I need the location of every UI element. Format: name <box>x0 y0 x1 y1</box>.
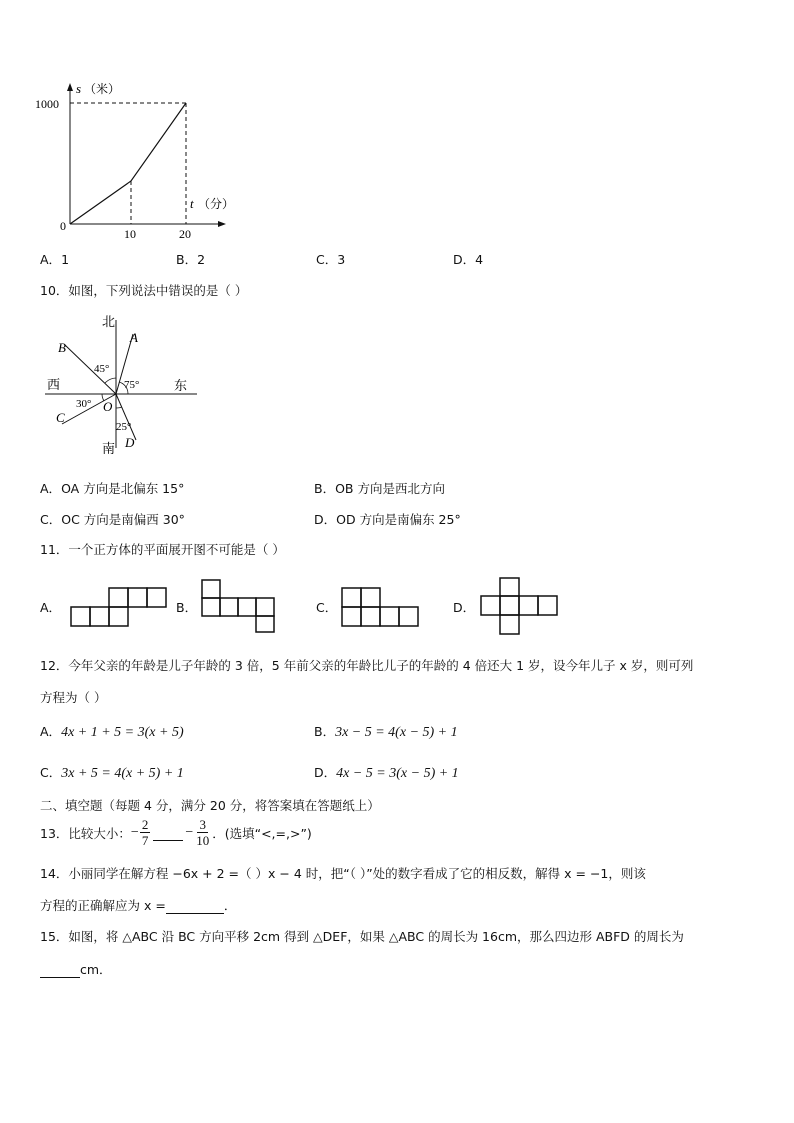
angle-30-label: 30° <box>76 398 92 410</box>
angle-45-label: 45° <box>94 363 110 375</box>
q11-net-b[interactable] <box>200 578 280 634</box>
q15-line1: 15．如图，将 △ABC 沿 BC 方向平移 2cm 得到 △DEF，如果 △ABC 的周长为 16cm，那么四边形 ABFD 的周长为 <box>40 929 684 944</box>
q10-option-b[interactable]: B．OB 方向是西北方向 <box>314 481 445 496</box>
q13-prefix: 13．比较大小： <box>40 825 131 841</box>
q13-suffix: ．(选填“<,=,>”) <box>212 825 312 841</box>
q14-line1: 14．小丽同学在解方程 −6x + 2 =（ ）x − 4 时，把“（ ）”处的数字看成了它的相反数，解得 x = −1，则该 <box>40 866 646 881</box>
q12-option-c[interactable]: C．3x + 5 = 4(x + 5) + 1 <box>40 765 184 781</box>
east-label: 东 <box>174 378 188 393</box>
q15-answer-blank[interactable] <box>40 962 80 978</box>
q12-option-d[interactable]: D．4x − 5 = 3(x − 5) + 1 <box>314 765 459 781</box>
q11-option-d-label[interactable]: D． <box>453 600 476 615</box>
q11-stem: 11．一个正方体的平面展开图不可能是（ ） <box>40 542 285 557</box>
angle-75-label: 75° <box>124 379 140 391</box>
q9-option-d[interactable]: D．4 <box>453 252 484 267</box>
x-axis-unit: （分） <box>198 197 235 211</box>
x-tick-20: 20 <box>179 227 191 241</box>
x-tick-10: 10 <box>124 227 136 241</box>
q9-option-a[interactable]: A．1 <box>40 252 70 267</box>
point-o-label: O <box>103 399 113 414</box>
point-b-label: B <box>58 340 66 355</box>
ray-od <box>116 394 136 440</box>
q11-option-b-label[interactable]: B． <box>176 600 198 615</box>
q11-net-a[interactable] <box>70 586 170 630</box>
angle-25-label: 25° <box>116 421 132 433</box>
q14-answer-blank[interactable] <box>166 898 224 914</box>
q12-option-a[interactable]: A．4x + 1 + 5 = 3(x + 5) <box>40 724 184 740</box>
point-d-label: D <box>125 435 135 450</box>
q13 <box>40 818 312 847</box>
q11-net-d[interactable] <box>478 576 560 636</box>
q9-option-b[interactable]: B．2 <box>176 252 206 267</box>
q13-minus-2: − <box>185 824 194 840</box>
q13-fraction-1: $\frac{2}{7}$ <box>141 817 149 848</box>
q12-stem-line1: 12．今年父亲的年龄是儿子年龄的 3 倍，5 年前父亲的年龄比儿子的年龄的 4 倍还大 1 岁，设今年儿子 x 岁，则可列 <box>40 658 694 673</box>
origin-label: 0 <box>60 219 66 233</box>
graph-line <box>70 103 186 224</box>
q11-net-c[interactable] <box>340 586 424 630</box>
q13-minus-1: − <box>130 824 139 840</box>
q15-line2: cm． <box>40 960 112 978</box>
q10-option-c[interactable]: C．OC 方向是南偏西 30° <box>40 512 185 527</box>
q10-option-d[interactable]: D．OD 方向是南偏东 25° <box>314 512 461 527</box>
y-axis-unit: （米） <box>84 82 121 96</box>
q9-option-c[interactable]: C．3 <box>316 252 346 267</box>
q10-stem: 10．如图，下列说法中错误的是（ ） <box>40 283 248 298</box>
q12-option-b[interactable]: B．3x − 5 = 4(x − 5) + 1 <box>314 724 458 740</box>
compass-figure <box>40 312 210 460</box>
west-label: 西 <box>47 377 61 392</box>
x-axis-var: t <box>190 196 194 211</box>
y-tick-1000: 1000 <box>35 97 59 111</box>
section-2-heading: 二、填空题（每题 4 分，满分 20 分，将答案填在答题纸上） <box>40 798 380 813</box>
q11-option-a-label[interactable]: A． <box>40 600 62 615</box>
q10-option-a[interactable]: A．OA 方向是北偏东 15° <box>40 481 185 496</box>
point-c-label: C <box>56 410 65 425</box>
q13-answer-blank[interactable] <box>153 825 183 841</box>
q13-fraction-2: $\frac{3}{10}$ <box>196 817 210 848</box>
q11-option-c-label[interactable]: C． <box>316 600 338 615</box>
q12-stem-line2: 方程为（ ） <box>40 690 107 705</box>
point-a-label: A <box>130 330 138 345</box>
q14-line2: 方程的正确解应为 x = ． <box>40 898 237 913</box>
distance-time-graph <box>30 78 250 248</box>
south-label: 南 <box>102 441 116 456</box>
y-axis-var: s <box>76 81 82 96</box>
north-label: 北 <box>102 314 116 329</box>
